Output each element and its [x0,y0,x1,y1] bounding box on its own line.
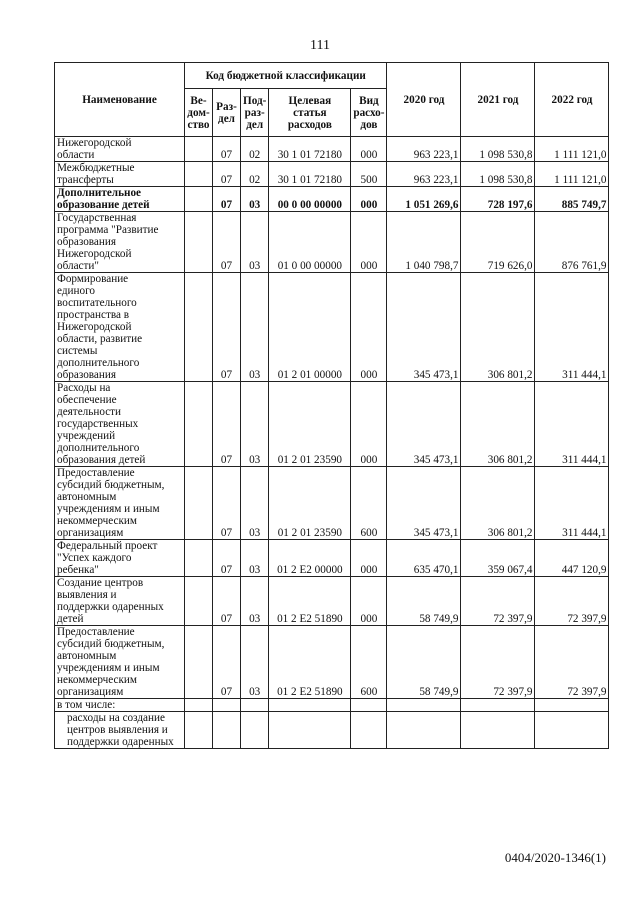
row-name: расходы на создание центров выявления и поддержки одаренных [55,712,185,749]
row-2022: 72 397,9 [535,577,609,626]
table-row [55,467,609,540]
row-tselevaya-statya: 01 2 01 23590 [269,467,351,540]
row-2021: 728 197,6 [461,187,535,212]
row-vedomstvo [185,273,213,382]
row-podrazdel [241,712,269,749]
row-2020: 963 223,1 [387,162,461,187]
table-row [55,699,609,712]
row-vedomstvo [185,626,213,699]
row-vedomstvo [185,162,213,187]
row-2020: 963 223,1 [387,137,461,162]
row-vid-raskhodov: 000 [351,540,387,577]
row-2020: 345 473,1 [387,467,461,540]
row-2022: 72 397,9 [535,626,609,699]
row-tselevaya-statya [269,699,351,712]
row-podrazdel: 02 [241,162,269,187]
row-vedomstvo [185,699,213,712]
row-vid-raskhodov: 000 [351,382,387,467]
row-razdel: 07 [213,626,241,699]
table-row [55,712,609,749]
row-name: Дополнительное образование детей [55,187,185,212]
row-podrazdel: 03 [241,626,269,699]
row-name: Нижегородской области [55,137,185,162]
header-tselevaya-statya: Целевая статья расходов [269,89,351,137]
row-2021 [461,712,535,749]
row-2022: 1 111 121,0 [535,137,609,162]
row-2021: 359 067,4 [461,540,535,577]
table-row [55,382,609,467]
header-podrazdel: Под- раз- дел [241,89,269,137]
row-tselevaya-statya: 30 1 01 72180 [269,137,351,162]
row-2022: 311 444,1 [535,382,609,467]
row-2022: 1 111 121,0 [535,162,609,187]
row-2022: 311 444,1 [535,273,609,382]
row-name: Предоставление субсидий бюджетным, автономным учреждениям и иным некоммерческим организациям [55,467,185,540]
row-razdel [213,699,241,712]
row-podrazdel: 03 [241,577,269,626]
row-podrazdel: 03 [241,540,269,577]
row-name: в том числе: [55,699,185,712]
row-vedomstvo [185,137,213,162]
row-vid-raskhodov: 600 [351,626,387,699]
row-vedomstvo [185,577,213,626]
row-vedomstvo [185,212,213,273]
table-body [55,137,609,749]
row-2020: 345 473,1 [387,382,461,467]
row-vedomstvo [185,382,213,467]
row-razdel: 07 [213,577,241,626]
row-podrazdel: 03 [241,273,269,382]
row-tselevaya-statya: 00 0 00 00000 [269,187,351,212]
row-2021: 306 801,2 [461,467,535,540]
row-name: Государственная программа "Развитие образования Нижегородской области" [55,212,185,273]
row-podrazdel: 03 [241,382,269,467]
row-vedomstvo [185,467,213,540]
row-2022: 447 120,9 [535,540,609,577]
row-vid-raskhodov: 000 [351,577,387,626]
table-row [55,212,609,273]
row-2022 [535,712,609,749]
document-code: 0404/2020-1346(1) [504,850,606,865]
header-2021: 2021 год [461,63,535,137]
row-name: Предоставление субсидий бюджетным, автономным учреждениям и иным некоммерческим организациям [55,626,185,699]
row-vid-raskhodov [351,712,387,749]
row-razdel: 07 [213,162,241,187]
table-row [55,577,609,626]
row-2021: 72 397,9 [461,626,535,699]
table-row [55,162,609,187]
row-name: Формирование единого воспитательного пространства в Нижегородской области, развитие системы дополнительного образования [55,273,185,382]
row-razdel: 07 [213,273,241,382]
row-tselevaya-statya: 01 2 01 00000 [269,273,351,382]
table-row [55,273,609,382]
row-vid-raskhodov: 000 [351,212,387,273]
row-2020: 635 470,1 [387,540,461,577]
row-vedomstvo [185,712,213,749]
row-name: Межбюджетные трансферты [55,162,185,187]
row-2021: 306 801,2 [461,382,535,467]
row-vid-raskhodov: 000 [351,187,387,212]
row-vedomstvo [185,540,213,577]
row-2020: 1 040 798,7 [387,212,461,273]
page-number: 111 [310,38,330,53]
row-2021: 72 397,9 [461,577,535,626]
row-2022: 311 444,1 [535,467,609,540]
row-2022: 885 749,7 [535,187,609,212]
row-podrazdel: 03 [241,212,269,273]
header-vid-raskhodov: Вид расхо- дов [351,89,387,137]
row-vid-raskhodov: 000 [351,273,387,382]
header-razdel: Раз- дел [213,89,241,137]
header-code-group: Код бюджетной классификации [185,63,387,89]
row-tselevaya-statya: 01 2 E2 51890 [269,626,351,699]
row-2021 [461,699,535,712]
row-tselevaya-statya [269,712,351,749]
row-vid-raskhodov: 500 [351,162,387,187]
row-razdel: 07 [213,467,241,540]
row-vid-raskhodov: 600 [351,467,387,540]
row-2020: 58 749,9 [387,626,461,699]
row-tselevaya-statya: 01 2 01 23590 [269,382,351,467]
table-row [55,187,609,212]
row-2021: 1 098 530,8 [461,162,535,187]
row-name: Создание центров выявления и поддержки одаренных детей [55,577,185,626]
row-razdel: 07 [213,137,241,162]
row-2020: 58 749,9 [387,577,461,626]
table-row [55,540,609,577]
row-tselevaya-statya: 01 2 E2 00000 [269,540,351,577]
row-podrazdel [241,699,269,712]
row-vid-raskhodov: 000 [351,137,387,162]
header-name: Наименование [55,63,185,137]
header-2020: 2020 год [387,63,461,137]
header-2022: 2022 год [535,63,609,137]
row-2021: 1 098 530,8 [461,137,535,162]
table-row [55,137,609,162]
row-2021: 306 801,2 [461,273,535,382]
row-vid-raskhodov [351,699,387,712]
row-razdel: 07 [213,212,241,273]
row-razdel: 07 [213,382,241,467]
row-tselevaya-statya: 01 0 00 00000 [269,212,351,273]
row-2022 [535,699,609,712]
row-razdel: 07 [213,187,241,212]
row-2020 [387,699,461,712]
row-tselevaya-statya: 30 1 01 72180 [269,162,351,187]
row-2021: 719 626,0 [461,212,535,273]
row-2020 [387,712,461,749]
row-podrazdel: 03 [241,467,269,540]
row-2020: 345 473,1 [387,273,461,382]
row-2022: 876 761,9 [535,212,609,273]
header-vedomstvo: Ве- дом- ство [185,89,213,137]
row-podrazdel: 02 [241,137,269,162]
row-name: Федеральный проект "Успех каждого ребенка" [55,540,185,577]
row-razdel [213,712,241,749]
row-name: Расходы на обеспечение деятельности государственных учреждений дополнительного образования детей [55,382,185,467]
row-tselevaya-statya: 01 2 E2 51890 [269,577,351,626]
table-row [55,626,609,699]
row-2020: 1 051 269,6 [387,187,461,212]
budget-table [54,62,609,749]
row-vedomstvo [185,187,213,212]
row-razdel: 07 [213,540,241,577]
row-podrazdel: 03 [241,187,269,212]
